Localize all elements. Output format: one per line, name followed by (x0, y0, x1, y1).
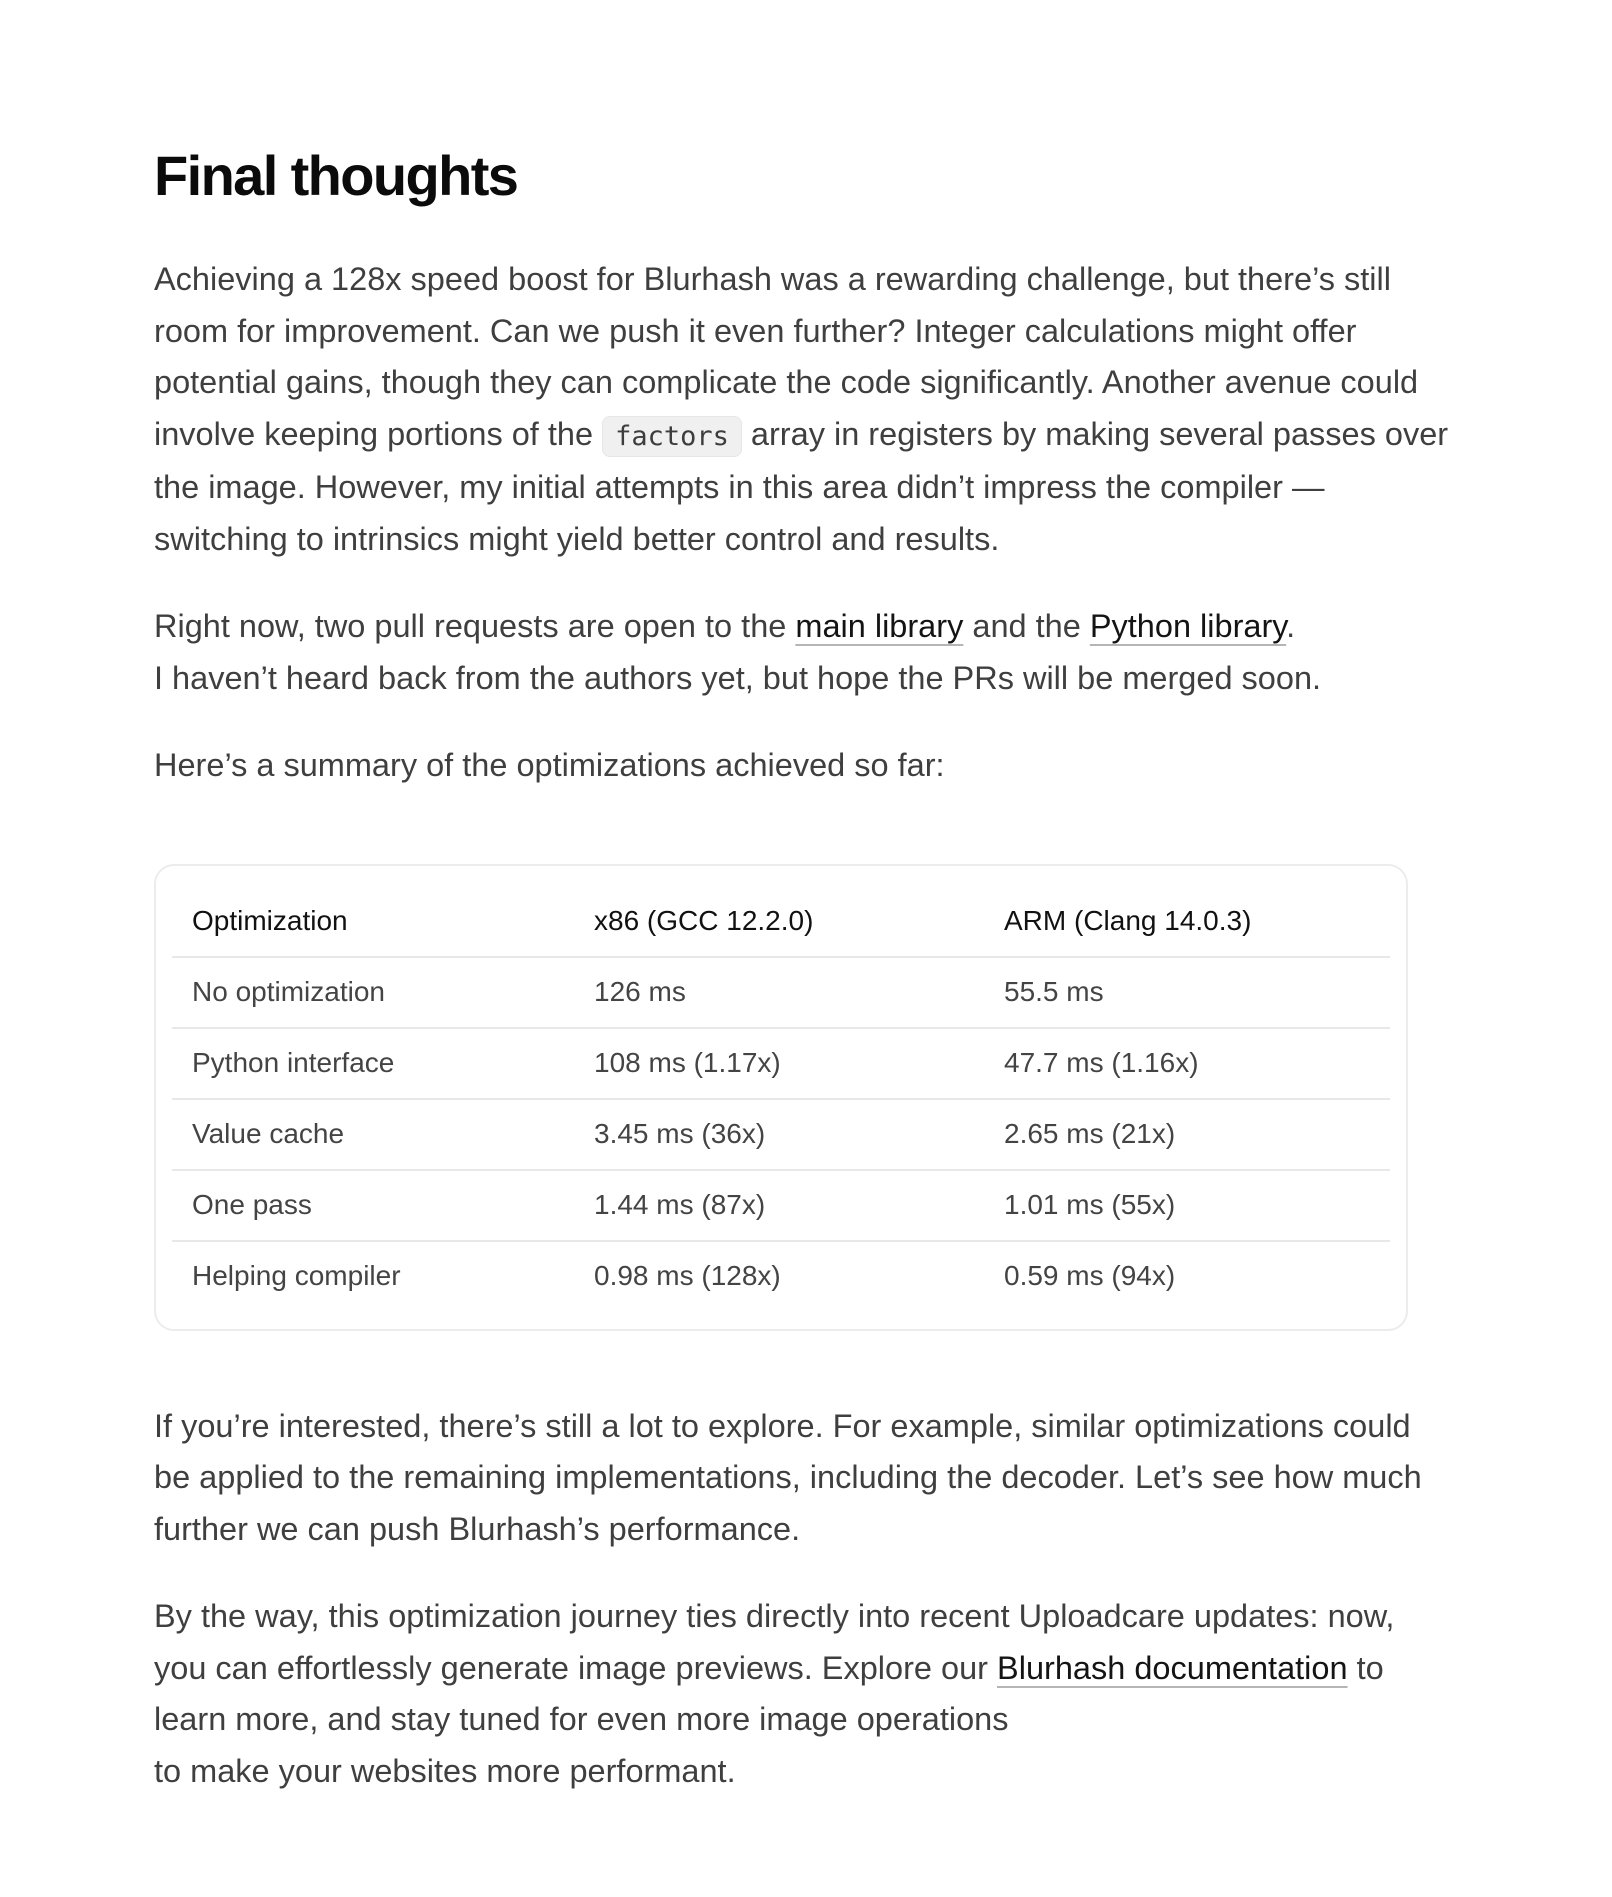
cell-optimization: No optimization (172, 957, 574, 1028)
table-row (172, 1170, 1390, 1241)
paragraph-uploadcare-line-2: to make your websites more performant. (154, 1752, 736, 1789)
paragraph-improvements (154, 254, 1450, 565)
header-optimization: Optimization (172, 886, 574, 957)
cell-x86: 3.45 ms (36x) (574, 1099, 984, 1170)
article (154, 140, 1450, 1833)
cell-optimization: Python interface (172, 1028, 574, 1099)
paragraph-uploadcare (154, 1591, 1450, 1797)
python-library-link[interactable]: Python library (1089, 608, 1287, 644)
cell-arm: 2.65 ms (21x) (984, 1099, 1390, 1170)
cell-optimization: Value cache (172, 1099, 574, 1170)
cell-arm: 55.5 ms (984, 957, 1390, 1028)
blurhash-documentation-link[interactable]: Blurhash documentation (997, 1649, 1348, 1686)
paragraph-pull-requests-text-1: Right now, two pull requests are open to the (154, 608, 796, 644)
table-header-row (172, 886, 1390, 957)
table-row (172, 1028, 1390, 1099)
paragraph-pull-requests (154, 601, 1450, 704)
paragraph-uploadcare-text-1: By the way, this optimization journey ties directly into recent Uploadcare updates: now, you can effortlessly generate image previews. Explore our (154, 1598, 1395, 1686)
cell-x86: 126 ms (574, 957, 984, 1028)
cell-x86: 108 ms (1.17x) (574, 1028, 984, 1099)
paragraph-pull-requests-text-2: and the (963, 608, 1090, 644)
paragraph-improvements-text-end: array in registers by making several passes over the image. However, my initial attempts in this area didn’t impress the compiler — switching to intrinsics might yield better control and results. (154, 415, 1449, 557)
inline-code-factors: factors (602, 416, 742, 457)
header-x86: x86 (GCC 12.2.0) (574, 886, 984, 957)
optimization-table (172, 886, 1390, 1311)
table-row (172, 957, 1390, 1028)
cell-arm: 1.01 ms (55x) (984, 1170, 1390, 1241)
table-row (172, 1099, 1390, 1170)
header-arm: ARM (Clang 14.0.3) (984, 886, 1390, 957)
table-row (172, 1241, 1390, 1311)
cell-x86: 1.44 ms (87x) (574, 1170, 984, 1241)
main-library-link[interactable]: main library (795, 608, 964, 644)
paragraph-improvements-text-start: Achieving a 128x speed boost for Blurhash was a rewarding challenge, but there’s still room for improvement. Can we push it even further? Integer calculations might offer potential gains, though they can complicate the code significantly. Another avenue could involve keeping portions of the (154, 261, 1419, 452)
cell-x86: 0.98 ms (128x) (594, 1260, 781, 1291)
section-heading: Final thoughts (154, 144, 518, 207)
paragraph-pull-requests-line-2: I haven’t heard back from the authors yet, but hope the PRs will be merged soon. (154, 659, 1322, 696)
paragraph-uploadcare-text-2: to learn more, and stay tuned for even more image operations (154, 1649, 1384, 1737)
optimization-table-card (154, 864, 1408, 1331)
cell-optimization: One pass (172, 1170, 574, 1241)
paragraph-summary-intro: Here’s a summary of the optimizations achieved so far: (154, 747, 945, 783)
cell-arm: 47.7 ms (1.16x) (984, 1028, 1390, 1099)
paragraph-pull-requests-text-3: . (1286, 608, 1296, 644)
cell-optimization: Helping compiler (192, 1260, 401, 1291)
cell-arm: 0.59 ms (94x) (1004, 1260, 1176, 1291)
paragraph-explore: If you’re interested, there’s still a lot to explore. For example, similar optimizations could be applied to the remaining implementations, including the decoder. Let’s see how much further we can push Blurhash’s performance. (154, 1407, 1422, 1547)
